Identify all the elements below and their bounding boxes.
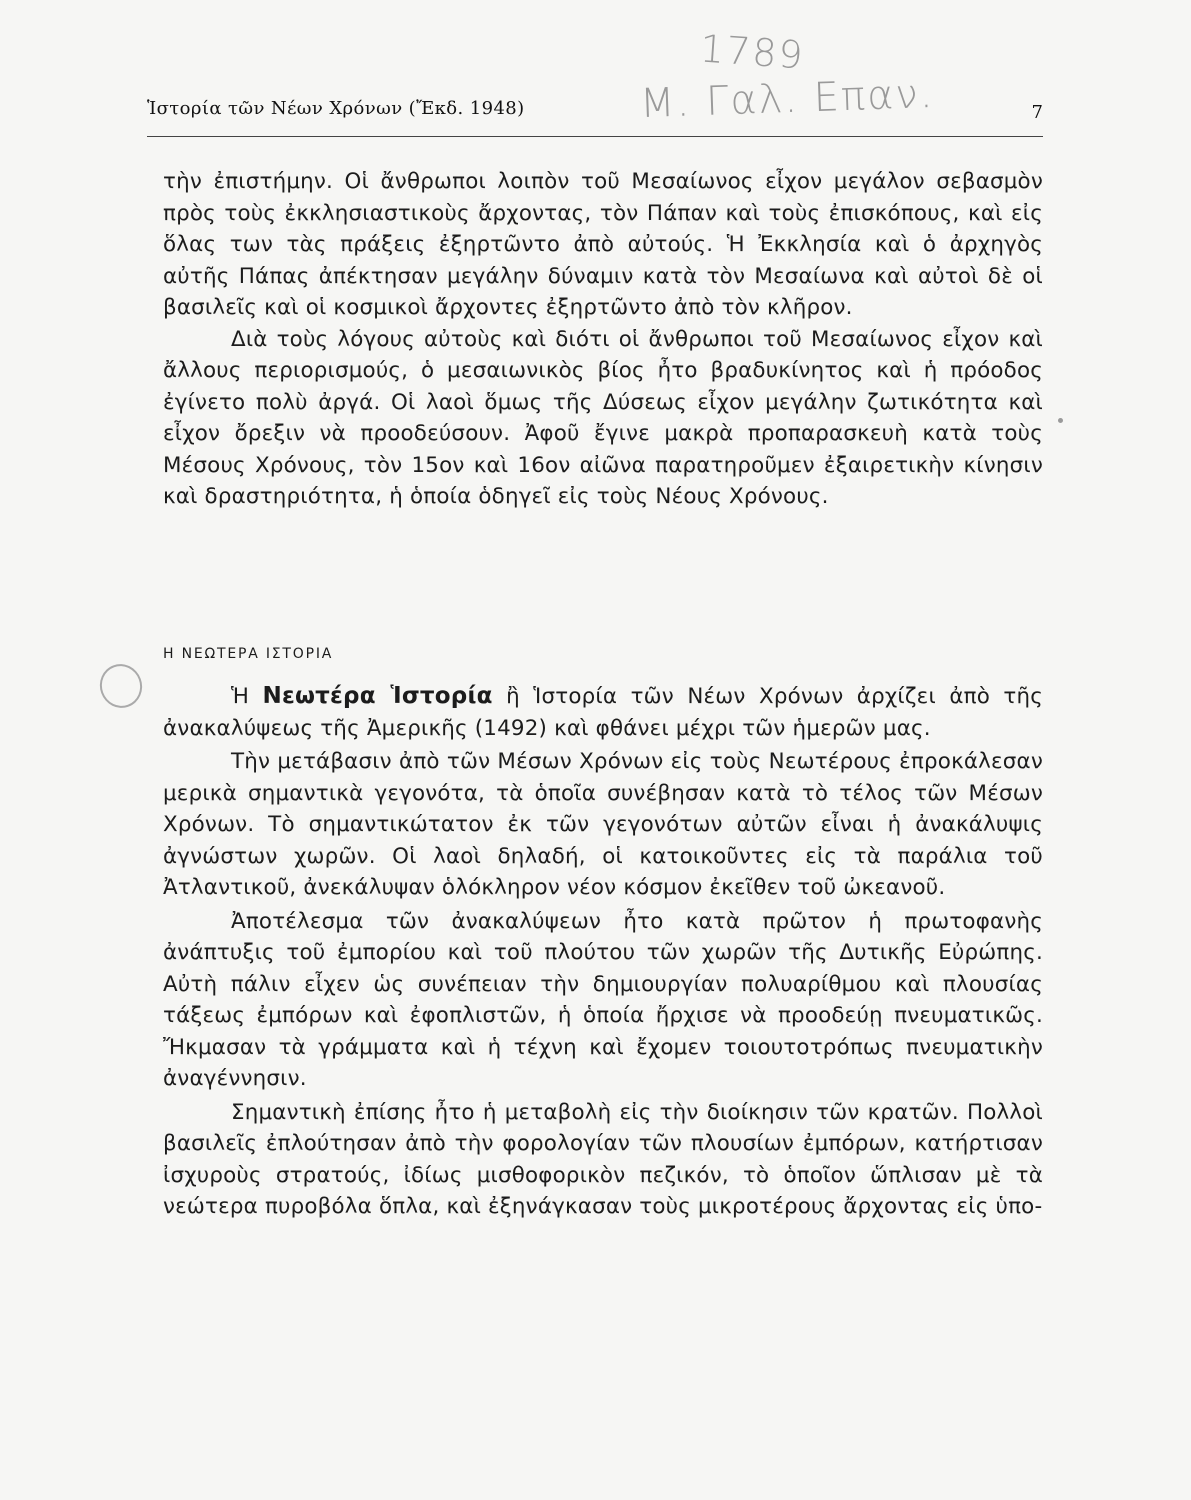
paragraph: τὴν ἐπιστήμην. Οἱ ἄνθρωποι λοιπὸν τοῦ Μεσαίωνος εἶχον μεγάλον σεβασμὸν πρὸς τοὺς ἐκκλησιαστικοὺς ἄρχοντας, τὸν Πάπαν καὶ τοὺς ἐπισκόπους, καὶ εἰς ὅλας των τὰς πράξεις ἐξηρτῶντο ἀπὸ αὐτούς. Ἡ Ἐκκλησία καὶ ὁ ἀρχηγὸς αὐτῆς Πάπας ἀπέκτησαν μεγάλην δύναμιν κατὰ τὸν Μεσαίωνα καὶ αὐτοὶ δὲ οἱ βασιλεῖς καὶ οἱ κοσμικοὶ ἄρχοντες ἐξηρτῶντο ἀπὸ τὸν κλῆρον. [163,169,1043,320]
paragraph: Τὴν μετάβασιν ἀπὸ τῶν Μέσων Χρόνων εἰς τοὺς Νεωτέρους ἐπροκάλεσαν μερικὰ σημαντικὰ γεγονότα, τὰ ὁποῖα συνέβησαν κατὰ τὸ τέλος τῶν Μέσων Χρόνων. Τὸ σημαντικώτατον ἐκ τῶν γεγονότων αὐτῶν εἶναι ἡ ἀνακάλυψις ἀγνώστων χωρῶν. Οἱ λαοὶ δηλαδή, οἱ κατοικοῦντες εἰς τὰ παράλια τοῦ Ἀτλαντικοῦ, ἀνεκάλυψαν ὁλόκληρον νέον κόσμον ἐκεῖθεν τοῦ ὠκεανοῦ. [163,749,1043,900]
bold-term: Νεωτέρα Ἱστορία [262,683,493,709]
handwritten-circle-mark [94,658,149,714]
paragraph: Σημαντικὴ ἐπίσης ἦτο ἡ μεταβολὴ εἰς τὴν διοίκησιν τῶν κρατῶν. Πολλοὶ βασιλεῖς ἐπλούτησαν ἀπὸ τὴν φορολογίαν τῶν πλουσίων ἐμπόρων, κατήρτισαν ἰσχυροὺς στρατούς, ἰδίως μισθοφορικὸν πεζικόν, τὸ ὁποῖον ὥπλισαν μὲ τὰ νεώτερα πυροβόλα ὅπλα, καὶ ἐξηνάγκασαν τοὺς μικροτέρους ἄρχοντας εἰς ὑπο- [163,1099,1043,1219]
paper-speck [1058,418,1063,423]
handwritten-note: Μ. Γαλ. Επαν. [639,70,936,128]
section-heading: Η ΝΕΩΤΕΡΑ ΙΣΤΟΡΙΑ [163,646,334,662]
page-number: 7 [1031,102,1043,123]
paragraph: Ἀποτέλεσμα τῶν ἀνακαλύψεων ἦτο κατὰ πρῶτον ἡ πρωτοφανὴς ἀνάπτυξις τοῦ ἐμπορίου καὶ τοῦ πλούτου τῶν χωρῶν τῆς Δυτικῆς Εὐρώπης. Αὐτὴ πάλιν εἶχεν ὡς συνέπειαν τὴν δημιουργίαν πολυαρίθμου καὶ πλουσίας τάξεως ἐμπόρων καὶ ἐφοπλιστῶν, ἡ ὁποία ἤρχισε νὰ προοδεύῃ πνευματικῶς. Ἤκμασαν τὰ γράμματα καὶ ἡ τέχνη καὶ ἔχομεν τοιουτοτρόπως πνευματικὴν ἀναγέννησιν. [163,908,1043,1091]
body-text-top [163,166,1043,513]
body-text-bottom [163,681,1043,1223]
paragraph: Διὰ τοὺς λόγους αὐτοὺς καὶ διότι οἱ ἄνθρωποι τοῦ Μεσαίωνος εἶχον καὶ ἄλλους περιορισμούς, ὁ μεσαιωνικὸς βίος ἦτο βραδυκίνητος καὶ ἡ πρόοδος ἐγίνετο πολὺ ἀργά. Οἱ λαοὶ ὅμως τῆς Δύσεως εἶχον μεγάλην ζωτικότητα καὶ εἶχον ὄρεξιν νὰ προοδεύσουν. Ἀφοῦ ἔγινε μακρὰ προπαρασκευὴ κατὰ τοὺς Μέσους Χρόνους, τὸν 15ον καὶ 16ον αἰῶνα παρατηροῦμεν ἐξαιρετικὴν κίνησιν καὶ δραστηριότητα, ἡ ὁποία ὁδηγεῖ εἰς τοὺς Νέους Χρόνους. [163,326,1043,509]
running-title: Ἱστορία τῶν Νέων Χρόνων (Ἔκδ. 1948) [147,98,525,119]
handwritten-number: 1789 [698,26,807,78]
intro-rest: ἢ Ἱστορία τῶν Νέων Χρόνων ἀρχίζει ἀπὸ τῆς ἀνακαλύψεως τῆς Ἀμερικῆς (1492) καὶ φθάνει μέχρι τῶν ἡμερῶν μας. [163,684,1044,741]
intro-lead: Ἡ [231,684,250,709]
intro-paragraph [163,681,1043,744]
